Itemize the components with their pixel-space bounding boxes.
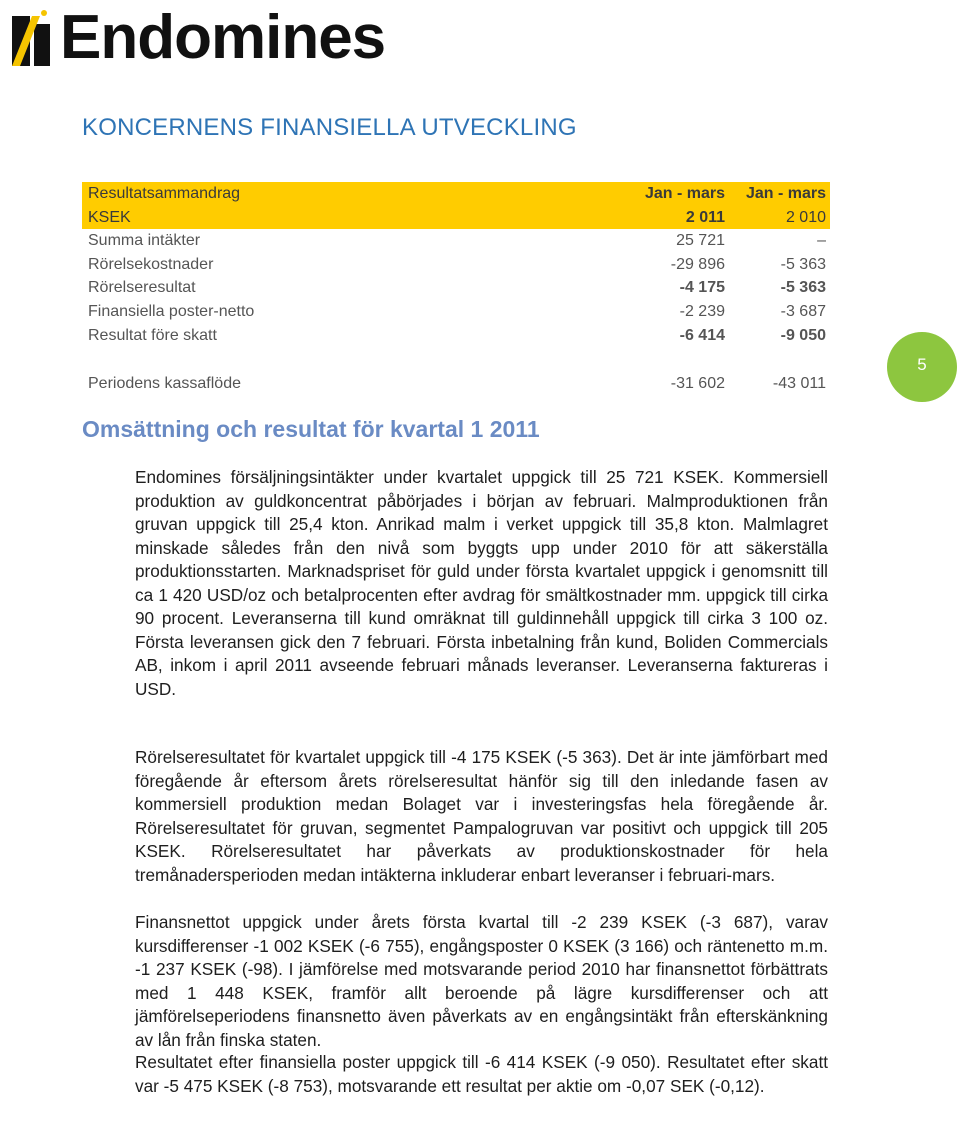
page-title: KONCERNENS FINANSIELLA UTVECKLING <box>82 114 577 141</box>
row-col1: -31 602 <box>670 375 725 393</box>
row-col1: -29 896 <box>670 255 725 273</box>
row-label: Summa intäkter <box>88 232 201 250</box>
table-header-row <box>82 182 830 206</box>
table-unit-row <box>82 206 830 230</box>
logo-wordmark: Endomines <box>60 3 386 72</box>
row-col2: -3 687 <box>780 302 826 320</box>
paragraph <box>135 466 828 701</box>
logo-mark-icon <box>8 8 64 70</box>
paragraph-text: Endomines försäljningsintäkter under kvartalet uppgick till 25 721 KSEK. Kommersiell produktion av guldkoncentrat påbörjades i början av februari. Malmproduktionen från gruvan uppgick till 25,4 kton. Anrikad malm i verket uppgick till 35,8 kton. Malmlagret minskade således från den nivå som byggts upp under 2010 för att säkerställa produktionsstarten. Marknadspriset för guld under första kvartalet uppgick i genomsnitt till ca 1 420 USD/oz och betalprocenten efter avdrag för smältkostnader mm. uppgick till cirka 90 procent. Leveranserna till kund omräknat till guldinnehåll uppgick till cirka 3 100 oz. Första leveransen gick den 7 februari. Första inbetalning från kund, Boliden Commercials AB, inkom i april 2011 avseende februari månads leveranser. Leveranserna faktureras i USD. <box>135 467 828 699</box>
page-number-badge: 5 <box>887 332 957 402</box>
unit-label: KSEK <box>88 208 131 226</box>
table-row <box>82 276 830 300</box>
row-col1: 25 721 <box>676 232 725 250</box>
header-col2: Jan - mars <box>745 185 826 202</box>
row-col2: -9 050 <box>780 326 826 344</box>
table-row <box>82 300 830 324</box>
row-col2: – <box>817 232 826 250</box>
paragraph-text: Resultatet efter finansiella poster uppgick till -6 414 KSEK (-9 050). Resultatet efter skatt var -5 475 KSEK (-8 753), motsvarande ett resultat per aktie om -0,07 SEK (-0,12). <box>135 1052 828 1096</box>
row-col1: -4 175 <box>679 279 725 297</box>
row-col2: -5 363 <box>780 279 826 297</box>
header-col1: Jan - mars <box>644 185 725 202</box>
section-heading: Omsättning och resultat för kvartal 1 2011 <box>82 416 540 442</box>
row-label: Resultat före skatt <box>88 326 217 344</box>
paragraph <box>135 746 828 887</box>
row-label: Rörelsekostnader <box>88 255 214 273</box>
summary-table <box>82 182 830 396</box>
row-col1: -2 239 <box>679 302 725 320</box>
paragraph <box>135 1051 828 1098</box>
row-col2: -43 011 <box>772 375 826 393</box>
table-spacer <box>82 347 830 372</box>
paragraph-text: Rörelseresultatet för kvartalet uppgick till -4 175 KSEK (-5 363). Det är inte jämförbart med föregående år eftersom årets rörelseresultat hänför sig till den inledande fasen av kommersiell produktion medan Bolaget var i investeringsfas hela föregående år. Rörelseresultatet för gruvan, segmentet Pampalogruvan var positivt och uppgick till 205 KSEK. Rörelseresultatet har påverkats av produktionskostnader för hela tremånadersperioden medan intäkterna inkluderar enbart leveranser i februari-mars. <box>135 747 828 885</box>
unit-col1: 2 011 <box>685 208 725 226</box>
row-label: Finansiella poster-netto <box>88 302 255 320</box>
row-col2: -5 363 <box>780 255 826 273</box>
table-row <box>82 253 830 277</box>
row-label: Rörelseresultat <box>88 279 196 297</box>
table-row <box>82 229 830 253</box>
row-label: Periodens kassaflöde <box>88 375 241 393</box>
header-label: Resultatsammandrag <box>88 185 241 202</box>
paragraph-text: Finansnettot uppgick under årets första kvartal till -2 239 KSEK (-3 687), varav kursdifferenser -1 002 KSEK (-6 755), engångsposter 0 KSEK (3 166) och räntenetto m.m. -1 237 KSEK (-98). I jämförelse med motsvarande period 2010 har finansnettot förbättrats med 1 448 KSEK, framför allt beroende på lägre kursdifferenser och att jämförelseperiodens finansnetto även påverkats av en engångsintäkt från efterskänkning av lån från finska staten. <box>135 912 828 1050</box>
paragraph <box>135 911 828 1052</box>
cashflow-row <box>82 372 830 396</box>
company-logo <box>8 3 448 72</box>
row-col1: -6 414 <box>679 326 725 344</box>
unit-col2: 2 010 <box>785 208 826 226</box>
table-row <box>82 324 830 348</box>
